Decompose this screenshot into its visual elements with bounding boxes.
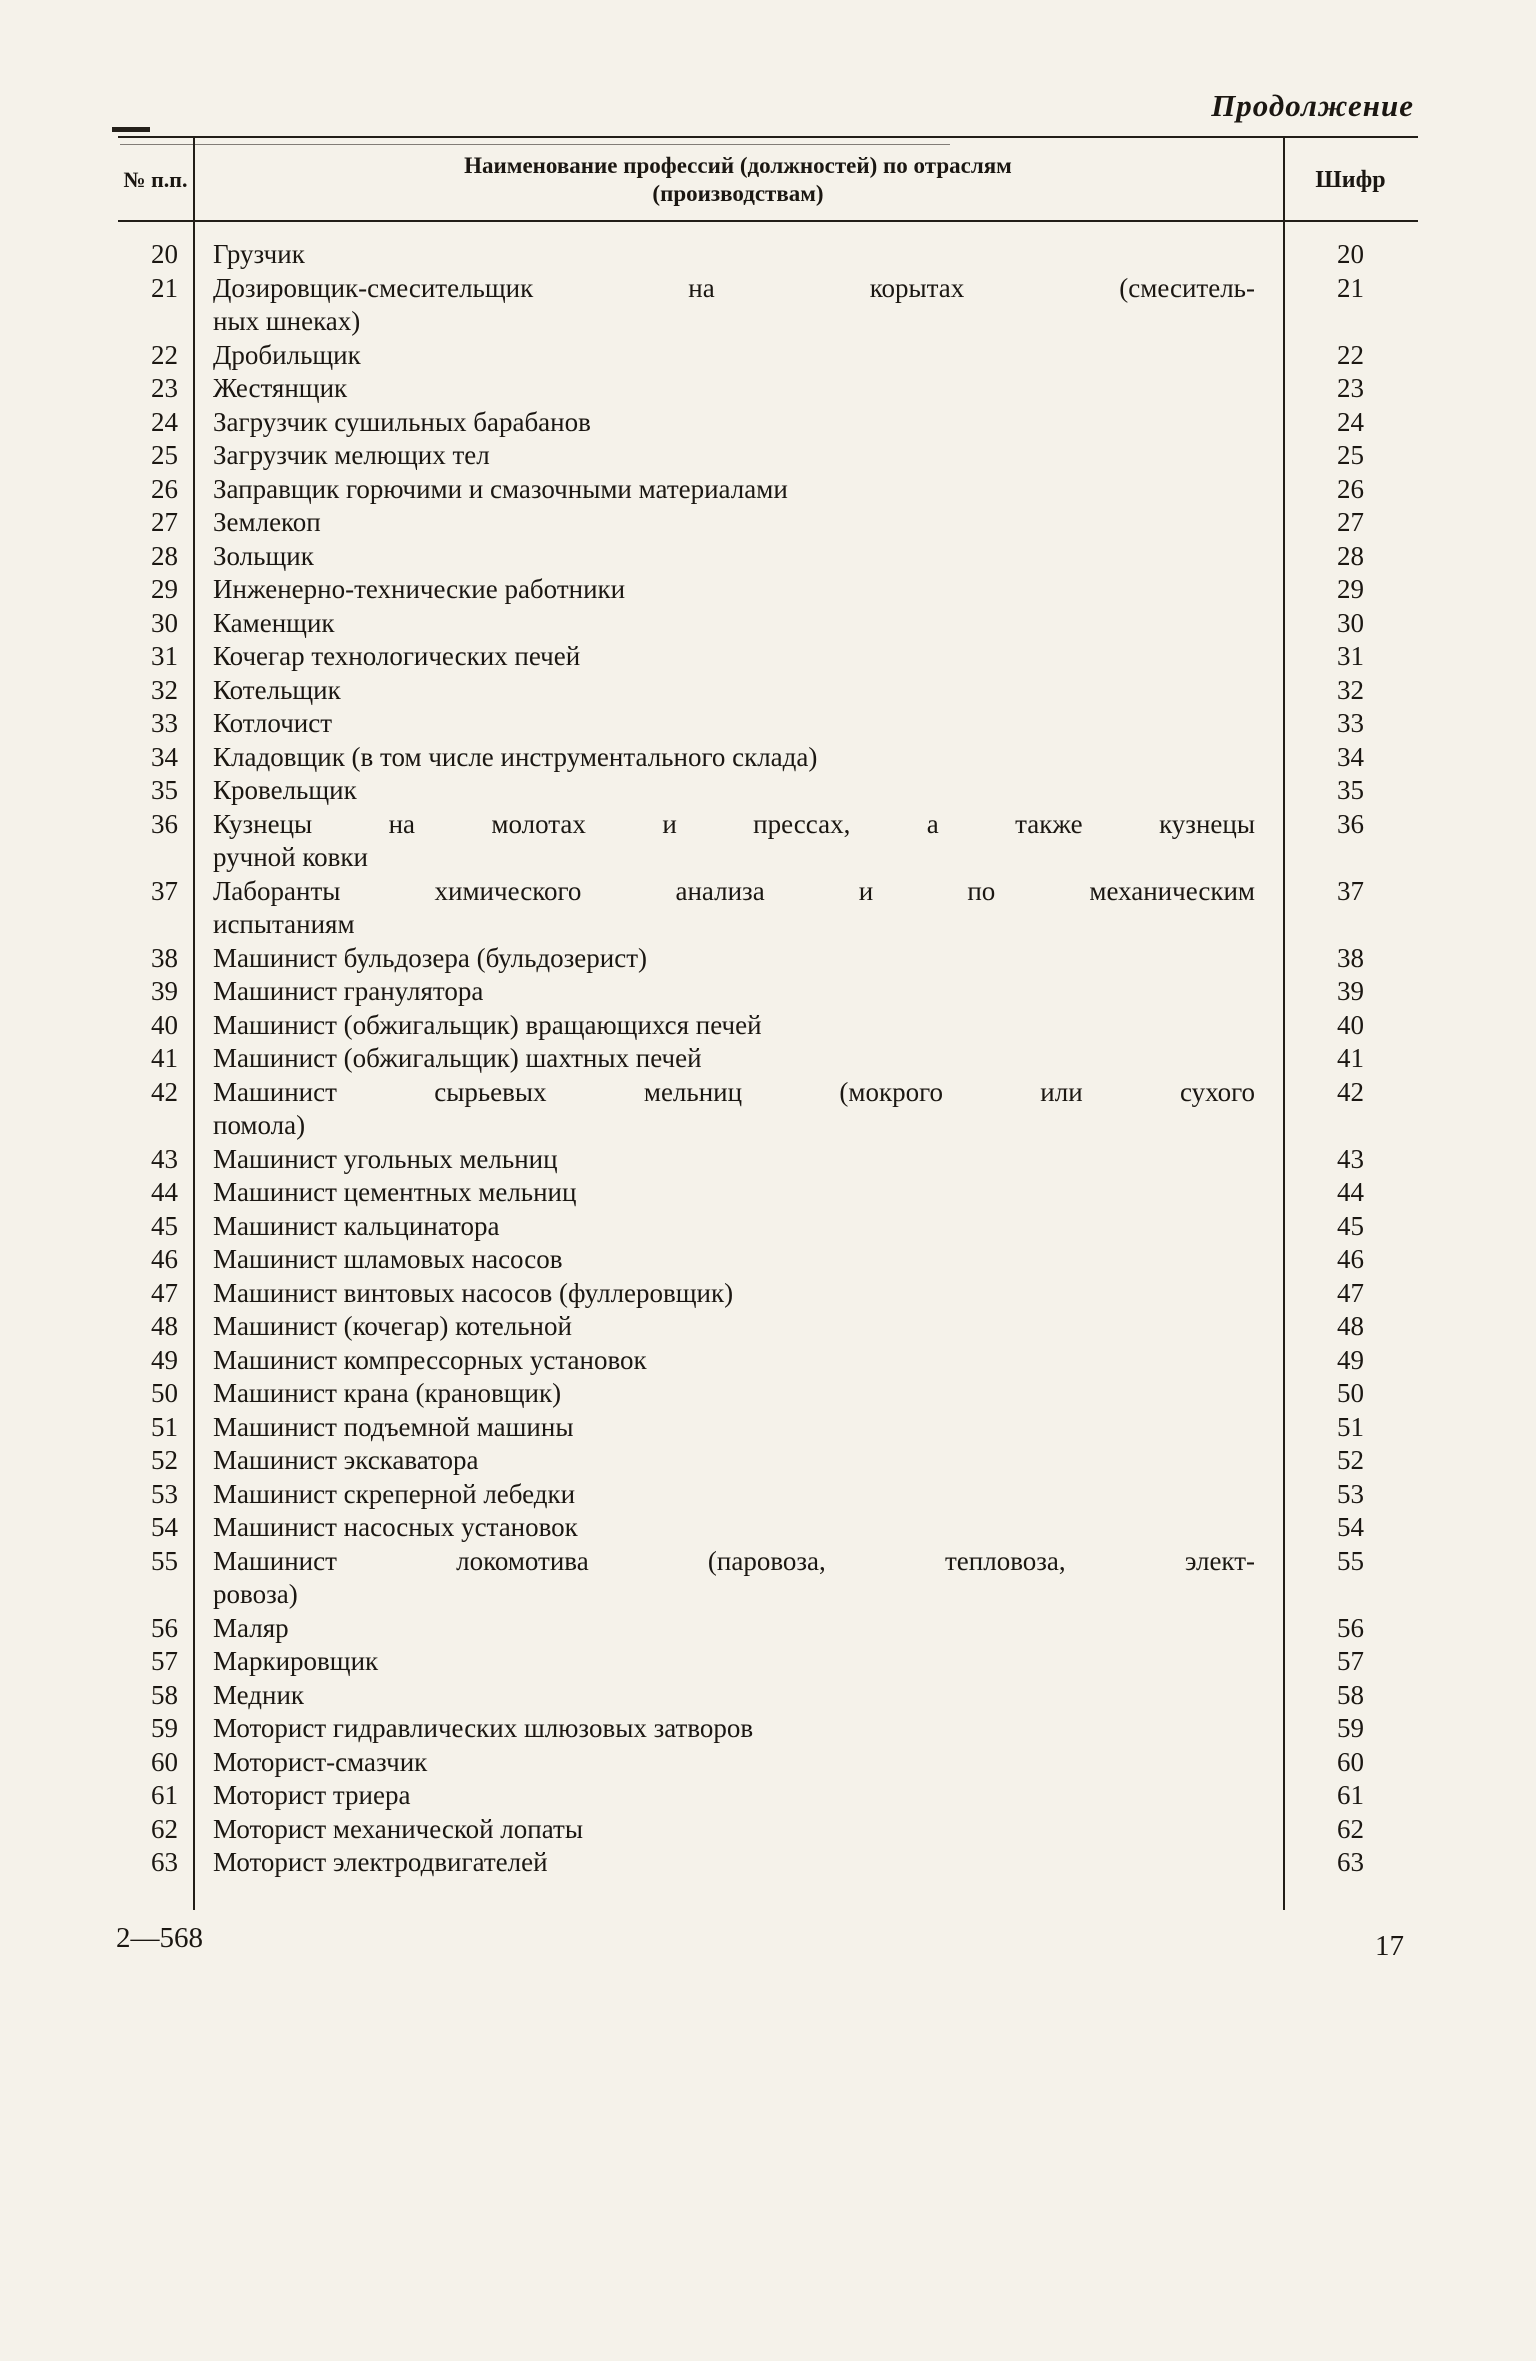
row-code: 48 [1337, 1311, 1364, 1341]
row-number: 56 [151, 1612, 178, 1643]
row-number: 57 [151, 1646, 178, 1676]
table-header-row [118, 136, 1418, 222]
row-number: 36 [151, 808, 178, 839]
row-number: 45 [151, 1210, 178, 1241]
row-code: 20 [1337, 239, 1364, 269]
profession-name: Машинист компрессорных установок [213, 1344, 647, 1375]
table-row [118, 1377, 1418, 1411]
table-row [118, 1444, 1418, 1478]
table-row [118, 406, 1418, 440]
row-number: 22 [151, 339, 178, 370]
row-code: 36 [1337, 808, 1364, 839]
row-code: 23 [1337, 373, 1364, 403]
table-top-rule-double [120, 144, 950, 145]
table-row [118, 1411, 1418, 1445]
table-row [118, 1813, 1418, 1847]
table-row [118, 573, 1418, 607]
row-code: 38 [1337, 942, 1364, 973]
row-number: 41 [151, 1043, 178, 1073]
profession-name: Машинист экскаватора [213, 1445, 479, 1475]
table-top-rule [118, 136, 1418, 138]
profession-name-continuation: испытаниям [213, 909, 355, 939]
table-row [118, 674, 1418, 708]
row-number: 30 [151, 607, 178, 638]
profession-name-continuation: ручной ковки [213, 842, 368, 872]
continuation-label: Продолжение [1211, 88, 1414, 123]
profession-name: Машинист подъемной машины [213, 1411, 574, 1442]
row-number: 53 [151, 1478, 178, 1509]
row-number: 61 [151, 1780, 178, 1810]
profession-name: Грузчик [213, 239, 305, 269]
table-row [118, 1344, 1418, 1378]
profession-name-continuation: помола) [213, 1110, 306, 1140]
table-row [118, 1042, 1418, 1076]
profession-name: Моторист триера [213, 1780, 411, 1810]
profession-name: Машинист локомотива (паровоза, тепловоза, элект- ровоза) [193, 1545, 1283, 1612]
row-number: 50 [151, 1378, 178, 1408]
row-code: 54 [1337, 1512, 1364, 1542]
profession-name: Котельщик [213, 674, 341, 705]
row-code: 50 [1337, 1378, 1364, 1408]
row-number: 48 [151, 1311, 178, 1341]
profession-name: Медник [213, 1679, 305, 1710]
row-number: 58 [151, 1679, 178, 1710]
row-code: 43 [1337, 1143, 1364, 1174]
row-number: 20 [151, 239, 178, 269]
table-row [118, 774, 1418, 808]
row-number: 49 [151, 1344, 178, 1375]
row-number: 29 [151, 574, 178, 604]
table-row [118, 607, 1418, 641]
row-code: 55 [1337, 1545, 1364, 1576]
profession-name: Дозировщик-смесительщик на корытах (смеситель- ных шнеках) [193, 272, 1283, 339]
row-code: 47 [1337, 1277, 1364, 1308]
row-number: 62 [151, 1813, 178, 1844]
row-code: 26 [1337, 473, 1364, 504]
profession-name: Машинист шламовых насосов [213, 1244, 563, 1274]
row-number: 31 [151, 641, 178, 671]
row-code: 45 [1337, 1210, 1364, 1241]
row-code: 25 [1337, 440, 1364, 470]
table-row [118, 741, 1418, 775]
row-code: 62 [1337, 1813, 1364, 1844]
profession-name: Кровельщик [213, 775, 357, 805]
profession-name: Кочегар технологических печей [213, 641, 581, 671]
row-code: 29 [1337, 574, 1364, 604]
row-code: 35 [1337, 775, 1364, 805]
row-number: 23 [151, 373, 178, 403]
profession-name: Инженерно-технические работники [213, 574, 626, 604]
header-number-column: № п.п. [123, 167, 188, 192]
row-code: 44 [1337, 1177, 1364, 1207]
row-number: 33 [151, 708, 178, 738]
profession-name: Машинист крана (крановщик) [213, 1378, 562, 1408]
typographic-order-number: 2—568 [116, 1922, 203, 1954]
profession-name: Машинист гранулятора [213, 976, 484, 1006]
profession-name: Моторист-смазчик [213, 1746, 428, 1777]
row-number: 39 [151, 976, 178, 1006]
table-row [118, 238, 1418, 272]
professions-table [118, 136, 1418, 1910]
table-row [118, 1210, 1418, 1244]
table-row [118, 439, 1418, 473]
profession-name: Машинист кальцинатора [213, 1210, 500, 1241]
row-number: 40 [151, 1009, 178, 1040]
row-code: 27 [1337, 507, 1364, 537]
row-number: 42 [151, 1076, 178, 1107]
table-row [118, 808, 1418, 875]
row-code: 53 [1337, 1478, 1364, 1509]
row-code: 39 [1337, 976, 1364, 1006]
row-code: 30 [1337, 607, 1364, 638]
table-row [118, 1277, 1418, 1311]
row-number: 44 [151, 1177, 178, 1207]
profession-name: Машинист сырьевых мельниц (мокрого или сухого помола) [193, 1076, 1283, 1143]
profession-name: Моторист электродвигателей [213, 1847, 548, 1877]
table-row [118, 1779, 1418, 1813]
row-number: 54 [151, 1512, 178, 1542]
column-divider-left [193, 136, 195, 1910]
profession-name: Жестянщик [213, 373, 348, 403]
row-number: 24 [151, 406, 178, 437]
row-code: 28 [1337, 540, 1364, 571]
row-code: 40 [1337, 1009, 1364, 1040]
page-number: 17 [1375, 1930, 1404, 1962]
row-number: 52 [151, 1445, 178, 1475]
profession-name: Заправщик горючими и смазочными материалами [213, 473, 788, 504]
row-number: 55 [151, 1545, 178, 1576]
row-code: 33 [1337, 708, 1364, 738]
row-number: 26 [151, 473, 178, 504]
row-number: 38 [151, 942, 178, 973]
row-code: 21 [1337, 272, 1364, 303]
row-code: 59 [1337, 1713, 1364, 1743]
row-code: 41 [1337, 1043, 1364, 1073]
profession-name: Зольщик [213, 540, 314, 571]
table-row [118, 875, 1418, 942]
row-number: 21 [151, 272, 178, 303]
table-row [118, 540, 1418, 574]
row-code: 61 [1337, 1780, 1364, 1810]
table-row [118, 1009, 1418, 1043]
profession-name-continuation: ровоза) [213, 1579, 298, 1609]
row-code: 46 [1337, 1244, 1364, 1274]
table-row [118, 1679, 1418, 1713]
table-row [118, 272, 1418, 339]
header-code-column: Шифр [1315, 166, 1386, 193]
profession-name: Лаборанты химического анализа и по механическим испытаниям [193, 875, 1283, 942]
profession-name: Каменщик [213, 607, 335, 638]
row-code: 49 [1337, 1344, 1364, 1375]
table-row [118, 942, 1418, 976]
column-divider-right [1283, 136, 1285, 1910]
profession-name: Моторист механической лопаты [213, 1813, 583, 1844]
row-number: 34 [151, 741, 178, 772]
row-code: 57 [1337, 1646, 1364, 1676]
scan-artifact-dash [112, 127, 150, 132]
table-row [118, 1746, 1418, 1780]
profession-name: Маркировщик [213, 1646, 379, 1676]
profession-name: Котлочист [213, 708, 333, 738]
row-code: 63 [1337, 1847, 1364, 1877]
profession-name: Машинист винтовых насосов (фуллеровщик) [213, 1277, 734, 1308]
row-number: 37 [151, 875, 178, 906]
row-number: 63 [151, 1847, 178, 1877]
row-number: 25 [151, 440, 178, 470]
table-row [118, 1612, 1418, 1646]
row-code: 60 [1337, 1746, 1364, 1777]
row-number: 47 [151, 1277, 178, 1308]
row-number: 43 [151, 1143, 178, 1174]
profession-name: Землекоп [213, 507, 321, 537]
table-row [118, 1545, 1418, 1612]
table-row [118, 1243, 1418, 1277]
table-row [118, 473, 1418, 507]
table-row [118, 1143, 1418, 1177]
row-number: 46 [151, 1244, 178, 1274]
row-number: 27 [151, 507, 178, 537]
row-code: 22 [1337, 339, 1364, 370]
profession-name: Кузнецы на молотах и прессах, а также кузнецы ручной ковки [193, 808, 1283, 875]
row-number: 35 [151, 775, 178, 805]
profession-name: Машинист угольных мельниц [213, 1143, 558, 1174]
table-row [118, 975, 1418, 1009]
row-code: 56 [1337, 1612, 1364, 1643]
profession-name: Машинист насосных установок [213, 1512, 578, 1542]
row-code: 52 [1337, 1445, 1364, 1475]
row-code: 24 [1337, 406, 1364, 437]
profession-name: Машинист бульдозера (бульдозерист) [213, 942, 648, 973]
table-body [118, 222, 1418, 1910]
table-row [118, 506, 1418, 540]
table-row [118, 1478, 1418, 1512]
row-number: 32 [151, 674, 178, 705]
header-name-column: Наименование профессий (должностей) по отраслям (производствам) [464, 153, 1012, 206]
table-row [118, 1712, 1418, 1746]
profession-name: Загрузчик мелющих тел [213, 440, 490, 470]
row-number: 28 [151, 540, 178, 571]
row-code: 37 [1337, 875, 1364, 906]
row-number: 59 [151, 1713, 178, 1743]
row-number: 60 [151, 1746, 178, 1777]
row-code: 31 [1337, 641, 1364, 671]
profession-name: Дробильщик [213, 339, 361, 370]
table-row [118, 1645, 1418, 1679]
table-row [118, 707, 1418, 741]
table-row [118, 1310, 1418, 1344]
profession-name: Кладовщик (в том числе инструментального склада) [213, 741, 818, 772]
profession-name: Машинист скреперной лебедки [213, 1478, 576, 1509]
profession-name: Машинист цементных мельниц [213, 1177, 577, 1207]
row-code: 34 [1337, 741, 1364, 772]
row-code: 42 [1337, 1076, 1364, 1107]
profession-name: Машинист (кочегар) котельной [213, 1311, 572, 1341]
row-code: 51 [1337, 1411, 1364, 1442]
profession-name: Загрузчик сушильных барабанов [213, 406, 591, 437]
profession-name: Маляр [213, 1612, 289, 1643]
profession-name: Машинист (обжигальщик) вращающихся печей [213, 1009, 762, 1040]
table-row [118, 339, 1418, 373]
row-code: 58 [1337, 1679, 1364, 1710]
table-row [118, 1511, 1418, 1545]
table-row [118, 1176, 1418, 1210]
row-number: 51 [151, 1411, 178, 1442]
profession-name: Машинист (обжигальщик) шахтных печей [213, 1043, 702, 1073]
row-code: 32 [1337, 674, 1364, 705]
table-row [118, 372, 1418, 406]
profession-name-continuation: ных шнеках) [213, 306, 361, 336]
table-row [118, 640, 1418, 674]
table-row [118, 1076, 1418, 1143]
table-row [118, 1846, 1418, 1880]
profession-name: Моторист гидравлических шлюзовых затворов [213, 1713, 754, 1743]
